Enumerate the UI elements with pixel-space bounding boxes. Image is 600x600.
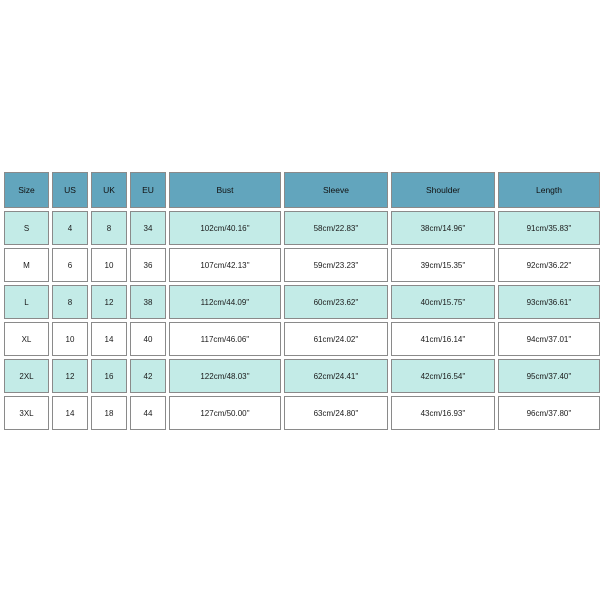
cell-us: 8 (52, 285, 88, 319)
cell-sleeve: 59cm/23.23'' (284, 248, 388, 282)
cell-eu: 42 (130, 359, 166, 393)
cell-eu: 44 (130, 396, 166, 430)
cell-uk: 18 (91, 396, 127, 430)
header-us: US (52, 172, 88, 208)
cell-sleeve: 63cm/24.80'' (284, 396, 388, 430)
cell-uk: 12 (91, 285, 127, 319)
cell-sleeve: 61cm/24.02'' (284, 322, 388, 356)
cell-shoulder: 42cm/16.54'' (391, 359, 495, 393)
cell-bust: 117cm/46.06'' (169, 322, 281, 356)
cell-bust: 102cm/40.16'' (169, 211, 281, 245)
cell-sleeve: 60cm/23.62'' (284, 285, 388, 319)
header-uk: UK (91, 172, 127, 208)
cell-us: 10 (52, 322, 88, 356)
cell-bust: 122cm/48.03'' (169, 359, 281, 393)
cell-us: 4 (52, 211, 88, 245)
cell-size: XL (4, 322, 49, 356)
cell-sleeve: 62cm/24.41'' (284, 359, 388, 393)
cell-shoulder: 41cm/16.14'' (391, 322, 495, 356)
cell-eu: 34 (130, 211, 166, 245)
header-shoulder: Shoulder (391, 172, 495, 208)
size-chart-table (1, 169, 600, 433)
table-row (4, 248, 600, 282)
cell-length: 91cm/35.83'' (498, 211, 600, 245)
cell-uk: 10 (91, 248, 127, 282)
cell-length: 94cm/37.01'' (498, 322, 600, 356)
header-eu: EU (130, 172, 166, 208)
cell-shoulder: 43cm/16.93'' (391, 396, 495, 430)
header-sleeve: Sleeve (284, 172, 388, 208)
cell-length: 92cm/36.22'' (498, 248, 600, 282)
cell-shoulder: 39cm/15.35'' (391, 248, 495, 282)
cell-size: L (4, 285, 49, 319)
cell-eu: 40 (130, 322, 166, 356)
cell-bust: 127cm/50.00'' (169, 396, 281, 430)
table-row (4, 285, 600, 319)
cell-size: 2XL (4, 359, 49, 393)
table-row (4, 396, 600, 430)
cell-eu: 36 (130, 248, 166, 282)
cell-uk: 8 (91, 211, 127, 245)
cell-length: 96cm/37.80'' (498, 396, 600, 430)
table-row (4, 359, 600, 393)
cell-bust: 112cm/44.09'' (169, 285, 281, 319)
cell-bust: 107cm/42.13'' (169, 248, 281, 282)
cell-us: 6 (52, 248, 88, 282)
table-row (4, 322, 600, 356)
header-row (4, 172, 600, 208)
header-length: Length (498, 172, 600, 208)
cell-length: 93cm/36.61'' (498, 285, 600, 319)
cell-shoulder: 38cm/14.96'' (391, 211, 495, 245)
cell-eu: 38 (130, 285, 166, 319)
cell-uk: 16 (91, 359, 127, 393)
cell-uk: 14 (91, 322, 127, 356)
cell-size: M (4, 248, 49, 282)
cell-us: 12 (52, 359, 88, 393)
cell-size: S (4, 211, 49, 245)
cell-shoulder: 40cm/15.75'' (391, 285, 495, 319)
cell-sleeve: 58cm/22.83'' (284, 211, 388, 245)
cell-us: 14 (52, 396, 88, 430)
header-bust: Bust (169, 172, 281, 208)
table-row (4, 211, 600, 245)
cell-size: 3XL (4, 396, 49, 430)
cell-length: 95cm/37.40'' (498, 359, 600, 393)
header-size: Size (4, 172, 49, 208)
